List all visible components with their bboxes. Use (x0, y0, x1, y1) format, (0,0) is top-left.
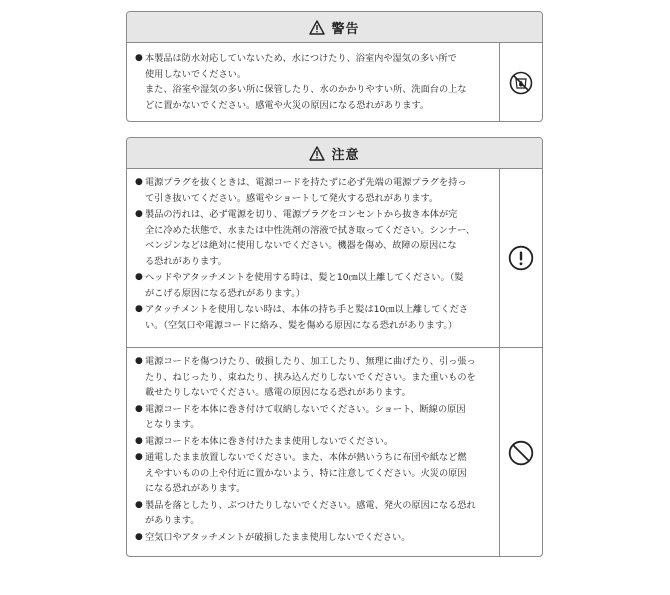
warning-title: 警告 (331, 21, 360, 37)
caution-triangle-icon (309, 146, 325, 161)
caution-item: ● アタッチメントを使用しない時は、本体の持ち手と髪は10㎝以上離してくださ い。（空気口や電源コードに絡み、髪を傷める原因になる恐れがあります。） (135, 304, 469, 331)
caution-item: ● 空気口やアタッチメントが破損したまま使用しないでください。 (135, 531, 411, 543)
caution-title: 注意 (331, 147, 360, 163)
caution-box (126, 137, 543, 557)
caution-item: ● 電源プラグを抜くときは、電源コードを持たずに必ず先端の電源プラグを持っ て引き抜いてください。感電やショートして発火する恐れがあります。 (135, 177, 467, 204)
warning-header (127, 12, 542, 43)
warning-triangle-icon (309, 20, 325, 35)
prohibition-circle-icon (508, 440, 534, 466)
caution-header (127, 138, 542, 169)
caution-item: ● 製品を落としたり、ぶつけたりしないでください。感電、発火の原因になる恐れ があります。 (135, 499, 476, 526)
caution-item: ● 通電したまま放置しないでください。また、本体が熱いうちに布団や紙など燃 えやすいものの上や付近に置かないよう、特に注意してください。火災の原因 になる恐れがあります。 (135, 452, 467, 494)
no-water-prohibition-icon (509, 71, 533, 95)
caution-item: ● 製品の汚れは、必ず電源を切り、電源プラグをコンセントから抜き本体が完 全に冷めた状態で、水または中性洗剤の溶液で拭き取ってください。シンナー、 ベンジンなどは絶対に使用しないでください。機器を傷め、故障の原因にな る恐れがあります。 (135, 209, 475, 267)
caution-item: ● 電源コードを傷つけたり、破損したり、加工したり、無理に曲げたり、引っ張っ たり、ねじったり、束ねたり、挟み込んだりしないでください。また重いものを 載せたりしないでください。感電の原因になる恐れがあります。 (135, 356, 476, 398)
caution-item: ● 電源コードを本体に巻き付けて収納しないでください。ショート、断線の原因 となります。 (135, 403, 466, 430)
warning-box (126, 11, 543, 122)
caution-item: ● ヘッドやアタッチメントを使用する時は、髪と10㎝以上離してください。（髪 がこげる原因になる恐れがあります。） (135, 272, 464, 299)
warning-item: ● 本製品は防水対応していないため、水につけたり、浴室内や湿気の多い所で 使用しないでください。 また、浴室や湿気の多い所に保管したり、水のかかりやすい所、洗面台の上な どに置かないでください。感電や火災の原因になる恐れがあります。 (135, 53, 467, 111)
caution-item: ● 電源コードを本体に巻き付けたまま使用しないでください。 (135, 435, 394, 447)
exclamation-circle-icon (508, 245, 534, 271)
